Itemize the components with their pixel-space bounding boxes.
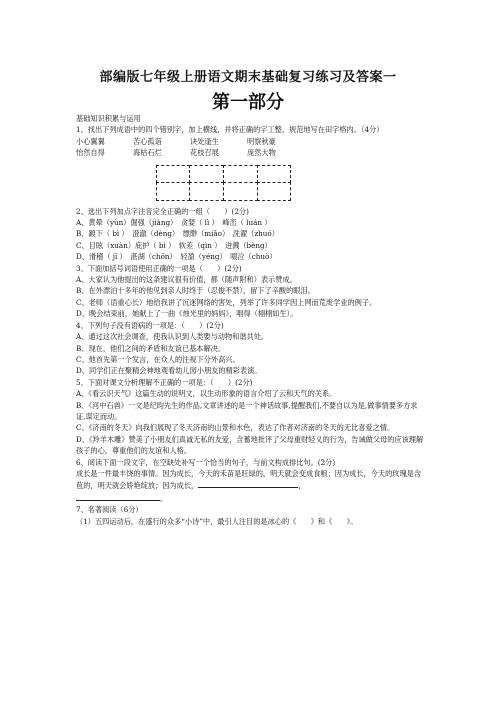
option-a: A、通过这次社会调查，使我认识到人类要与动物和谐共处。 [76,332,269,342]
idiom: 诀处逢生 [190,136,219,146]
option-d: D、滑稽（ jī ） 湛湖（chōn） 轻盈（yéng） 啜泣（chuò） [76,252,277,262]
idiom: 苦心孤诣 [133,136,162,146]
section-heading: 第一部分 [212,92,284,113]
grid-cell[interactable] [257,165,291,183]
grid-cell[interactable] [156,182,190,201]
grid-cell[interactable] [223,165,258,183]
idiom: 明察秋豪 [247,136,276,146]
grid-cell[interactable] [189,182,224,201]
option-b: B、踱下（ bì ） 澄澈（dèng） 缥缈（miǎo） 洗濯（zhuó） [76,229,279,239]
option-d: D、同学们正在聚精会神地观看幼儿园小朋友的精彩表演。 [76,366,262,376]
document-title: 部编版七年级上册语文期末基础复习练习及答案一 [99,70,397,85]
question-2: 2、选出下列加点字注音完全正确的一组（ ）(2分) [76,206,249,216]
grid-cell[interactable] [156,165,190,183]
question-3: 3、下面加括号词语使用正确的一项是（ ）(2分) [76,263,242,273]
option-b: B、《河中石兽》一文是纪昀先生的作品,文章讲述的是一个神话故事,提醒我们,不要自以为是,做事情要多方求证,谋定而动。 [76,400,418,421]
answer-blank[interactable] [198,479,298,488]
part-heading: 基础知识积累与运用 [76,114,141,123]
passage-comma: ， [298,481,306,491]
question-1: 1、找出下列成语中的四个错别字，加上横线，并将正确的字工整、规范地写在田字格内。（4分） [76,125,384,135]
grid-cell[interactable] [223,182,258,201]
idiom-row-1 [76,136,424,147]
option-c: C、目眩（xuàn）庇护（ bì ） 软差（qìn ） 迸溅（bèng） [76,240,272,250]
passage-period: 。 [160,493,168,503]
answer-blank[interactable] [76,492,160,501]
option-c: C、老师（语重心长）地给我讲了沉迷网络的害处，列举了许多同学因上网而荒废学业的例子。 [76,297,377,307]
option-b: B、现在，他们之间的矛盾和友谊已基本解决。 [76,343,226,353]
question-5: 5、下面对课文分析理解不正确的一项是：（ ）(2分) [76,377,253,387]
document-body [76,113,424,527]
question-6-passage [76,468,424,504]
idiom: 花枝召展 [190,148,219,158]
passage-text: 成长是一件最丰饶的事情。因为成长，今天的禾苗是旺绿的，明天就会变成食粮；因为成长，今天的玫瑰是含苞的，明天就会娇艳绽放；因为成长， [76,468,422,491]
question-7: 7、名著阅读（6分） [76,505,143,515]
question-7-1: （1）五四运动后，在盛行的众多“小诗”中，最引人注目的是冰心的《 》和《 》。 [76,516,358,526]
question-4: 4、下列句子没有语病的一项是：（ ）(2分) [76,320,224,330]
option-b: B、在外漂泊十多年的他见到亲人时终于（忍俊不禁），留下了辛酸的眼泪。 [76,286,315,296]
option-c: C、他首先第一个发言，在众人的注视下分外高兴。 [76,354,240,364]
idiom: 庞然大物 [247,148,276,158]
option-a: A、《看云识天气》这篇生动的说明文，以生动形象的语言介绍了云和天气的关系。 [76,389,337,399]
idiom-row-2 [76,147,424,158]
grid-cell[interactable] [257,182,291,201]
tianzige-grid[interactable] [156,165,291,201]
idiom: 怡然自得 [76,148,105,158]
option-a: A、大家认为他提出的这条建议很有价值，都（随声附和）表示赞成。 [76,275,297,285]
idiom: 海枯石烂 [133,148,162,158]
option-d: D、晚会结束前，她献上了一曲《烛光里的妈妈》，唱得（栩栩如生）。 [76,309,298,319]
option-d: D、《羚羊木雕》赞美了小朋友们真诚无私的友爱，含蓄地批评了父母重财轻义的行为，告诫做父母的应该理解孩子的心，尊重他们的友谊和人格。 [76,434,424,456]
option-a: A、黄晕（yùn）倔强（jiàng） 贪婪（ lì ） 峰峦（ luán ） [76,218,272,228]
question-6: 6、阅读下面一段文字，在空缺处补写一个恰当的句子，与前文构成排比句。(2分) [76,457,336,467]
option-c: C、《济南的冬天》向我们展现了冬天济南的山景和水色，表达了作者对济南的冬天的无比喜爱之情。 [76,423,395,433]
idiom: 小心翼翼 [76,136,105,146]
grid-cell[interactable] [189,165,224,183]
